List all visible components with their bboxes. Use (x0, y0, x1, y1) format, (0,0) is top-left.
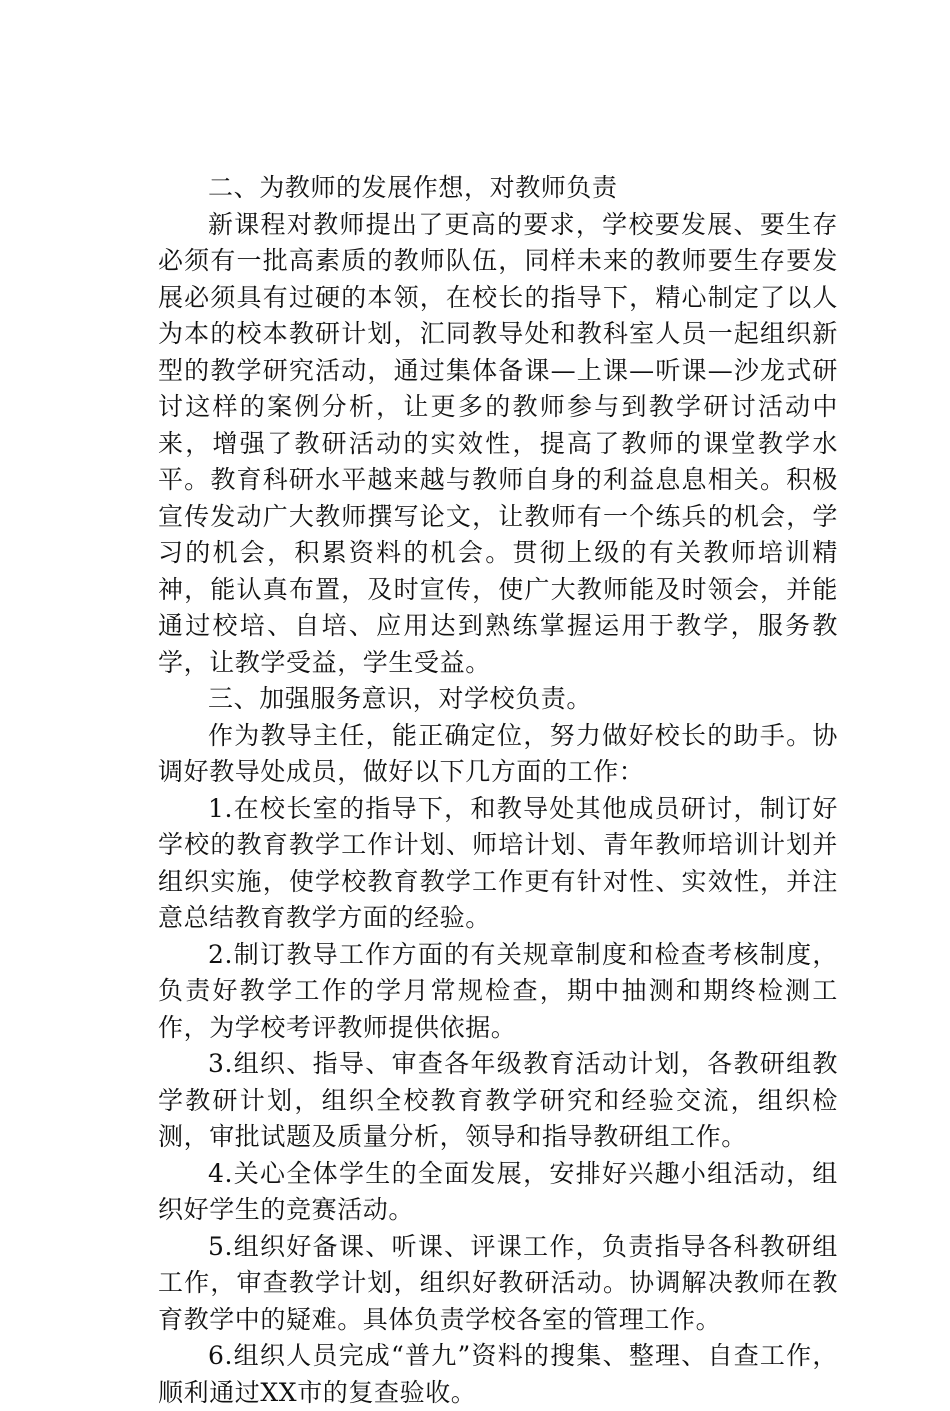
section3-heading: 三、加强服务意识，对学校负责。 (208, 684, 593, 713)
list-item-4: 4.关心全体学生的全面发展，安排好兴趣小组活动，组织好学生的竞赛活动。 (158, 1158, 838, 1224)
section2-heading: 二、为教师的发展作想，对教师负责 (208, 173, 618, 202)
section2-body: 新课程对教师提出了更高的要求，学校要发展、要生存必须有一批高素质的教师队伍，同样未来的教师要生存要发展必须具有过硬的本领，在校长的指导下，精心制定了以人为本的校本教研计划，汇同教导处和教科室人员一起组织新型的教学研究活动，通过集体备课—上课—听课—沙龙式研讨这样的案例分析，让更多的教师参与到教学研讨活动中来，增强了教研活动的实效性，提高了教师的课堂教学水平。教育科研水平越来越与教师自身的利益息息相关。积极宣传发动广大教师撰写论文，让教师有一个练兵的机会，学习的机会，积累资料的机会。贯彻上级的有关教师培训精神，能认真布置，及时宣传，使广大教师能及时领会，并能通过校培、自培、应用达到熟练掌握运用于教学，服务教学，让教学受益，学生受益。 (158, 209, 838, 677)
list-item-6: 6.组织人员完成“普九”资料的搜集、整理、自查工作，顺利通过XX市的复查验收。 (158, 1341, 838, 1407)
list-item-2: 2.制订教导工作方面的有关规章制度和检查考核制度，负责好教学工作的学月常规检查，期中抽测和期终检测工作，为学校考评教师提供依据。 (158, 939, 838, 1042)
list-item-5: 5.组织好备课、听课、评课工作，负责指导各科教研组工作，审查教学计划，组织好教研活动。协调解决教师在教育教学中的疑难。具体负责学校各室的管理工作。 (158, 1231, 838, 1334)
list-item-1: 1.在校长室的指导下，和教导处其他成员研讨，制订好学校的教育教学工作计划、师培计划、青年教师培训计划并组织实施，使学校教育教学工作更有针对性、实效性，并注意总结教育教学方面的经验。 (158, 793, 838, 932)
document-page (158, 170, 838, 1411)
list-item-3: 3.组织、指导、审查各年级教育活动计划，各教研组教学教研计划，组织全校教育教学研究和经验交流，组织检测，审批试题及质量分析，领导和指导教研组工作。 (158, 1049, 838, 1151)
section3-intro: 作为教导主任，能正确定位，努力做好校长的助手。协调好教导处成员，做好以下几方面的工作： (158, 720, 838, 786)
